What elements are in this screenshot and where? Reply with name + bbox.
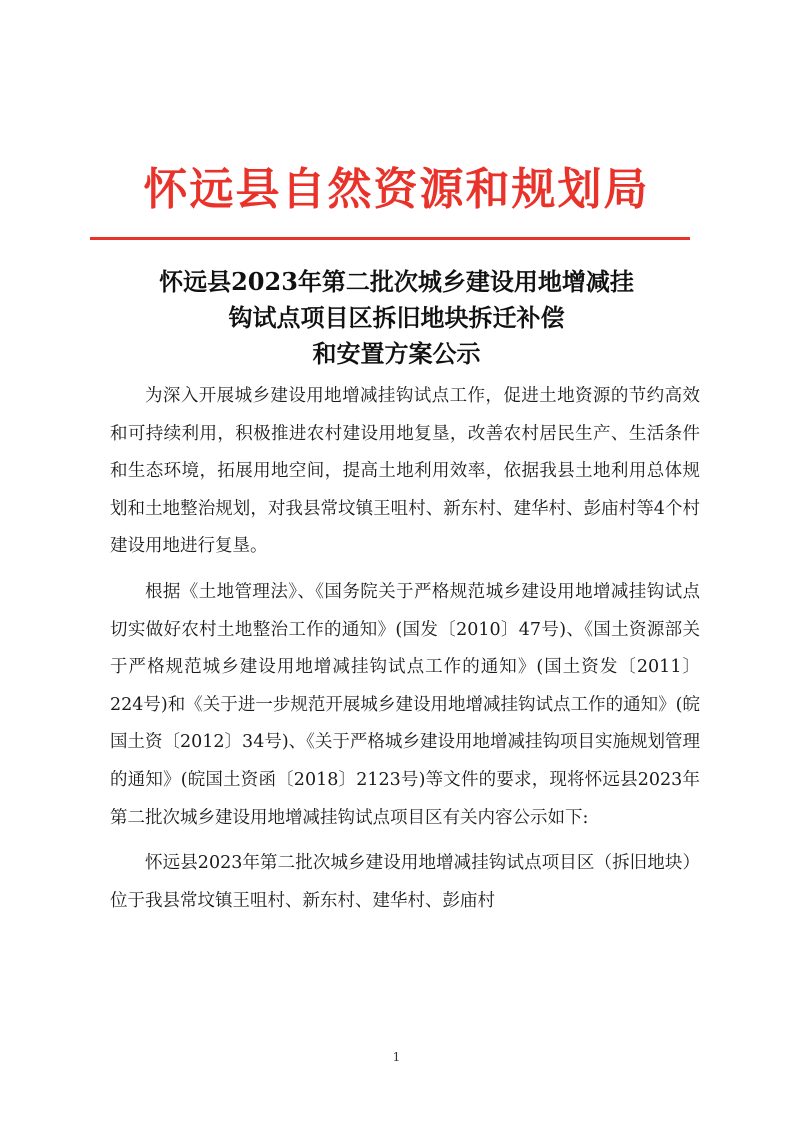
- body-paragraph-2: 根据《土地管理法》、《国务院关于严格规范城乡建设用地增减挂钩试点切实做好农村土地整治工作的通知》(国发〔2010〕47号)、《国土资源部关于严格规范城乡建设用地增减挂钩试点工作的通知》(国土资发〔2011〕224号)和《关于进一步规范开展城乡建设用地增减挂钩试点工作的通知》(皖国土资〔2012〕34号)、《关于严格城乡建设用地增减挂钩项目实施规划管理的通知》(皖国土资函〔2018〕2123号)等文件的要求，现将怀远县2023年第二批次城乡建设用地增减挂钩试点项目区有关内容公示如下:: [110, 581, 700, 828]
- document-body: [110, 378, 700, 928]
- page-number: 1: [392, 1050, 401, 1064]
- body-paragraph-3: 怀远县2023年第二批次城乡建设用地增减挂钩试点项目区（拆旧地块）位于我县常坟镇王咀村、新东村、建华村、彭庙村: [110, 853, 700, 911]
- title-line-2: 钩试点项目区拆旧地块拆迁补偿: [228, 303, 565, 332]
- red-divider-line: [90, 237, 690, 240]
- issuing-organization-header: 怀远县自然资源和规划局: [143, 164, 650, 215]
- title-line-3: 和安置方案公示: [312, 339, 481, 368]
- title-line-1: 怀远县2023年第二批次城乡建设用地增减挂: [159, 267, 634, 296]
- document-title: [80, 264, 713, 372]
- body-paragraph-1: 为深入开展城乡建设用地增减挂钩试点工作，促进土地资源的节约高效和可持续利用，积极推进农村建设用地复垦，改善农村居民生产、生活条件和生态环境，拓展用地空间，提高土地利用效率，依据我县土地利用总体规划和土地整治规划，对我县常坟镇王咀村、新东村、建华村、彭庙村等4个村建设用地进行复垦。: [110, 386, 700, 557]
